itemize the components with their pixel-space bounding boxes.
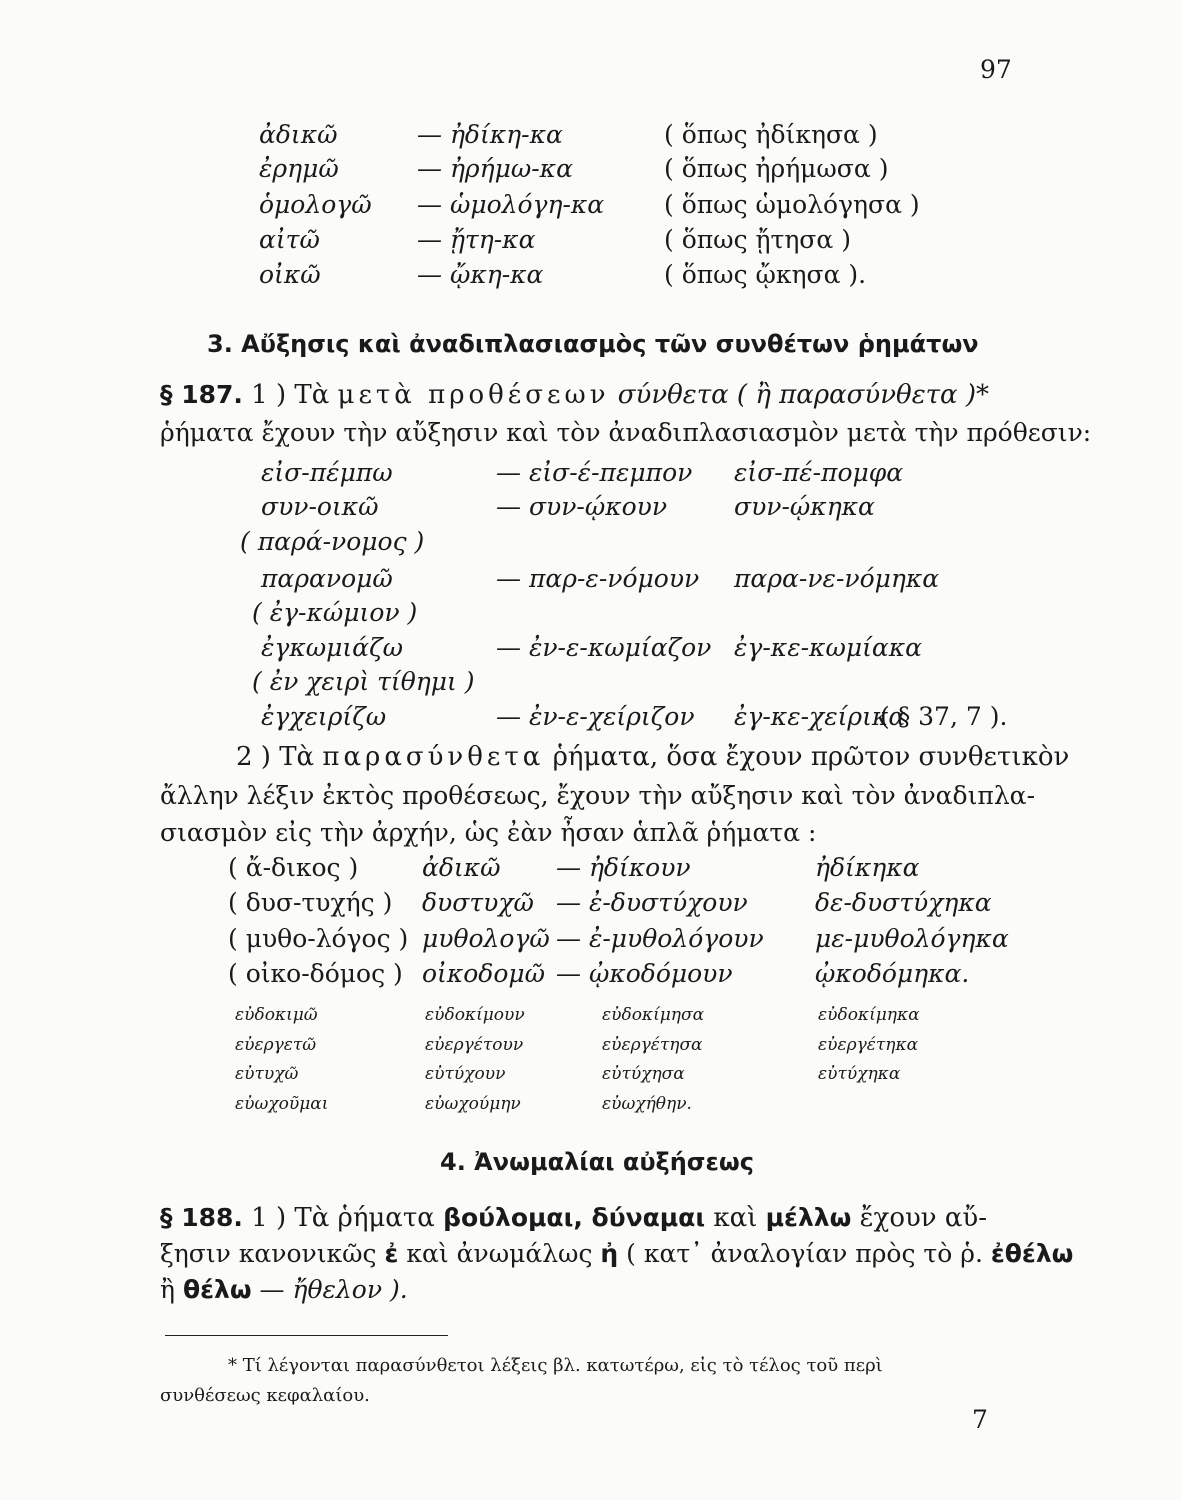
section-3-heading: 3. Αὔξησις καὶ ἀναδιπλασιασμὸς τῶν συνθέτων ῥημάτων	[207, 330, 979, 358]
para-verb: οἰκοδομῶ	[422, 959, 546, 988]
spaced-text: παρασύνθετα	[322, 742, 545, 772]
table-note: ( ὅπως ἠρήμωσα )	[664, 154, 889, 183]
small-cell: εὐεργέτησα	[602, 1035, 703, 1055]
text: 1 ) Τὰ	[251, 380, 330, 410]
section-188-line1	[160, 1203, 987, 1233]
bold-text: θέλω	[182, 1275, 252, 1304]
compound-imperfect: — ἐν-ε-κωμίαζον	[496, 633, 712, 662]
section-188-line3	[160, 1275, 408, 1304]
table-note: ( ὅπως ᾤκησα ).	[664, 260, 867, 289]
section-4-heading: 4. Ἀνωμαλίαι αὐξήσεως	[440, 1148, 754, 1176]
para-source: ( ἄ-δικος )	[228, 853, 359, 882]
para2-line2: ἄλλην λέξιν ἐκτὸς προθέσεως, ἔχουν τὴν αὔξησιν καὶ τὸν ἀναδιπλα-	[160, 781, 1036, 810]
bold-text: ἐθέλω	[990, 1239, 1074, 1268]
para-perfect: ἠδίκηκα	[815, 853, 920, 882]
section-number: § 187.	[160, 380, 243, 409]
compound-imperfect: — συν-ῴκουν	[496, 492, 668, 521]
compound-reference: ( § 37, 7 ).	[880, 702, 1008, 731]
table-note: ( ὅπως ὡμολόγησα )	[664, 190, 920, 219]
small-cell: εὐωχήθην.	[602, 1094, 692, 1114]
page-number: 97	[980, 55, 1012, 84]
table-perfect: — ᾤκη-κα	[417, 260, 544, 289]
small-cell: εὐεργετῶ	[235, 1035, 317, 1055]
table-perfect: — ἠρήμω-κα	[417, 154, 573, 183]
spaced-text: μετὰ προθέσεων	[337, 380, 610, 410]
small-cell: εὐωχοῦμαι	[235, 1094, 329, 1114]
compound-verb: συν-οικῶ	[261, 492, 379, 521]
text: καὶ ἀνωμάλως	[406, 1239, 593, 1268]
para-perfect: δε-δυστύχηκα	[815, 888, 992, 917]
compound-imperfect: — εἰσ-έ-πεμπον	[496, 458, 693, 487]
table-note: ( ὅπως ἠδίκησα )	[664, 120, 878, 149]
table-perfect: — ᾔτη-κα	[417, 225, 536, 254]
small-cell: εὐωχούμην	[425, 1094, 521, 1114]
text: — ἤθελον ).	[259, 1275, 408, 1304]
compound-verb: εἰσ-πέμπω	[261, 458, 393, 487]
para-source: ( δυσ-τυχής )	[228, 888, 393, 917]
text: σύνθετα ( ἢ παρασύνθετα )*	[617, 380, 989, 410]
compound-perfect: συν-ῴκηκα	[734, 492, 875, 521]
table-verb: ἀδικῶ	[259, 120, 338, 149]
compound-perfect: παρα-νε-νόμηκα	[734, 564, 940, 593]
footnote-line2: συνθέσεως κεφαλαίου.	[160, 1385, 370, 1406]
compound-imperfect: — παρ-ε-νόμουν	[496, 564, 700, 593]
section-187-line2: ῥήματα ἔχουν τὴν αὔξησιν καὶ τὸν ἀναδιπλασιασμὸν μετὰ τὴν πρόθεσιν:	[160, 418, 1092, 447]
para-imperfect: — ἠδίκουν	[556, 853, 691, 882]
compound-source: ( ἐγ-κώμιον )	[252, 598, 418, 627]
small-cell: εὐδοκίμηκα	[818, 1005, 920, 1025]
text: 1 ) Τὰ ῥήματα	[251, 1203, 435, 1233]
para-imperfect: — ἐ-δυστύχουν	[556, 888, 748, 917]
bold-text: ἠ	[600, 1239, 619, 1268]
bold-text: μέλλω	[765, 1203, 852, 1232]
para-imperfect: — ἐ-μυθολόγουν	[556, 924, 764, 953]
section-187-line1	[160, 380, 989, 410]
compound-perfect: ἐγ-κε-χείρικα	[734, 702, 906, 731]
compound-verb: ἐγχειρίζω	[261, 702, 387, 731]
small-cell: εὐδοκίμησα	[602, 1005, 705, 1025]
compound-source: ( ἐν χειρὶ τίθημι )	[252, 667, 475, 696]
table-perfect: — ὡμολόγη-κα	[417, 190, 605, 219]
compound-perfect: εἰσ-πέ-πομφα	[734, 458, 904, 487]
footnote-divider	[165, 1335, 448, 1336]
small-cell: εὐτυχῶ	[235, 1064, 299, 1084]
small-cell: εὐεργέτηκα	[818, 1035, 919, 1055]
compound-source: ( παρά-νομος )	[240, 527, 425, 556]
text: 2 ) Τὰ	[236, 742, 315, 772]
table-perfect: — ἠδίκη-κα	[417, 120, 563, 149]
table-note: ( ὅπως ᾔτησα )	[664, 225, 851, 254]
compound-verb: ἐγκωμιάζω	[261, 633, 404, 662]
small-cell: εὐτύχησα	[602, 1064, 685, 1084]
small-cell: εὐεργέτουν	[425, 1035, 524, 1055]
text: ἢ	[160, 1275, 175, 1304]
para-verb: μυθολογῶ	[422, 924, 550, 953]
table-verb: ὁμολογῶ	[259, 190, 372, 219]
text: ἔχουν αὔ-	[859, 1203, 987, 1233]
para-perfect: ᾠκοδόμηκα.	[815, 959, 970, 988]
para-imperfect: — ᾠκοδόμουν	[556, 959, 733, 988]
bold-text: βούλομαι, δύναμαι	[443, 1203, 706, 1232]
compound-verb: παρανομῶ	[261, 564, 393, 593]
section-188-line2	[160, 1239, 1073, 1268]
small-cell: εὐδοκίμουν	[425, 1005, 525, 1025]
para-source: ( οἰκο-δόμος )	[228, 959, 403, 988]
text: ( κατ᾽ ἀναλογίαν πρὸς τὸ ῥ.	[626, 1239, 983, 1268]
para2-line1	[236, 742, 1069, 772]
para-source: ( μυθο-λόγος )	[228, 924, 409, 953]
bold-text: ἐ	[384, 1239, 399, 1268]
signature-number: 7	[972, 1405, 988, 1434]
compound-perfect: ἐγ-κε-κωμίακα	[734, 633, 923, 662]
table-verb: οἰκῶ	[259, 260, 321, 289]
para-verb: ἀδικῶ	[422, 853, 501, 882]
section-number: § 188.	[160, 1203, 243, 1232]
compound-imperfect: — ἐν-ε-χείριζον	[496, 702, 695, 731]
text: καὶ	[713, 1203, 758, 1233]
small-cell: εὐτύχηκα	[818, 1064, 901, 1084]
para-verb: δυστυχῶ	[422, 888, 534, 917]
text: ῥήματα, ὅσα ἔχουν πρῶτον συνθετικὸν	[552, 742, 1070, 772]
footnote-line1: * Τί λέγονται παρασύνθετοι λέξεις βλ. κατωτέρω, εἰς τὸ τέλος τοῦ περὶ	[228, 1355, 883, 1376]
para-perfect: με-μυθολόγηκα	[815, 924, 1009, 953]
para2-line3: σιασμὸν εἰς τὴν ἀρχήν, ὡς ἐὰν ἦσαν ἁπλᾶ ῥήματα :	[160, 818, 817, 847]
text: ξησιν κανονικῶς	[160, 1239, 377, 1268]
small-cell: εὐδοκιμῶ	[235, 1005, 318, 1025]
table-verb: αἰτῶ	[259, 225, 320, 254]
small-cell: εὐτύχουν	[425, 1064, 506, 1084]
table-verb: ἐρημῶ	[259, 154, 339, 183]
